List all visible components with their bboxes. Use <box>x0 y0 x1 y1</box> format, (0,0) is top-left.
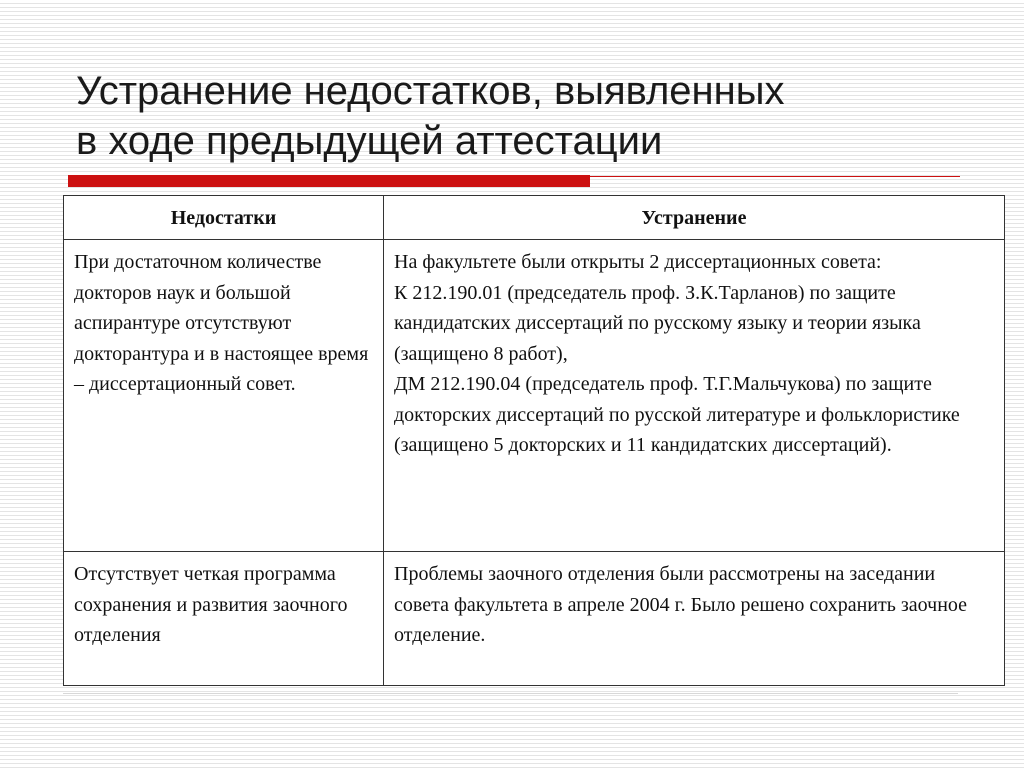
remedy-council-2: ДМ 212.190.04 (председатель проф. Т.Г.Мальчукова) по защите докторских диссертаций по русской литературе и фольклористике (защищено 5 докторских и 11 кандидатских диссертаций). <box>394 373 960 456</box>
deficiency-remedy-table <box>63 195 1005 686</box>
deficiency-cell: Отсутствует четкая программа сохранения и развития заочного отделения <box>64 552 384 686</box>
table-row <box>64 240 1005 552</box>
remedy-intro: На факультете были открыты 2 диссертационных совета: <box>394 251 882 273</box>
slide-title-line-1: Устранение недостатков, выявленных <box>76 69 785 113</box>
table-row <box>64 552 1005 686</box>
table-header-row <box>64 196 1005 240</box>
remedy-cell: Проблемы заочного отделения были рассмотрены на заседании совета факультета в апреле 2004 г. Было решено сохранить заочное отделение. <box>384 552 1005 686</box>
remedy-council-1: К 212.190.01 (председатель проф. З.К.Тарланов) по защите кандидатских диссертаций по русскому языку и теории языка (защищено 8 работ), <box>394 281 921 365</box>
slide-title <box>76 66 976 166</box>
remedy-cell <box>384 240 1005 552</box>
column-header-deficiencies: Недостатки <box>64 196 384 240</box>
bottom-divider <box>63 693 958 694</box>
title-accent-bar <box>68 175 590 187</box>
title-accent-line <box>590 176 960 177</box>
column-header-remedies: Устранение <box>384 196 1005 240</box>
slide-title-line-2: в ходе предыдущей аттестации <box>76 119 663 163</box>
deficiency-cell: При достаточном количестве докторов наук и большой аспирантуре отсутствуют докторантура и в настоящее время – диссертационный совет. <box>64 240 384 552</box>
